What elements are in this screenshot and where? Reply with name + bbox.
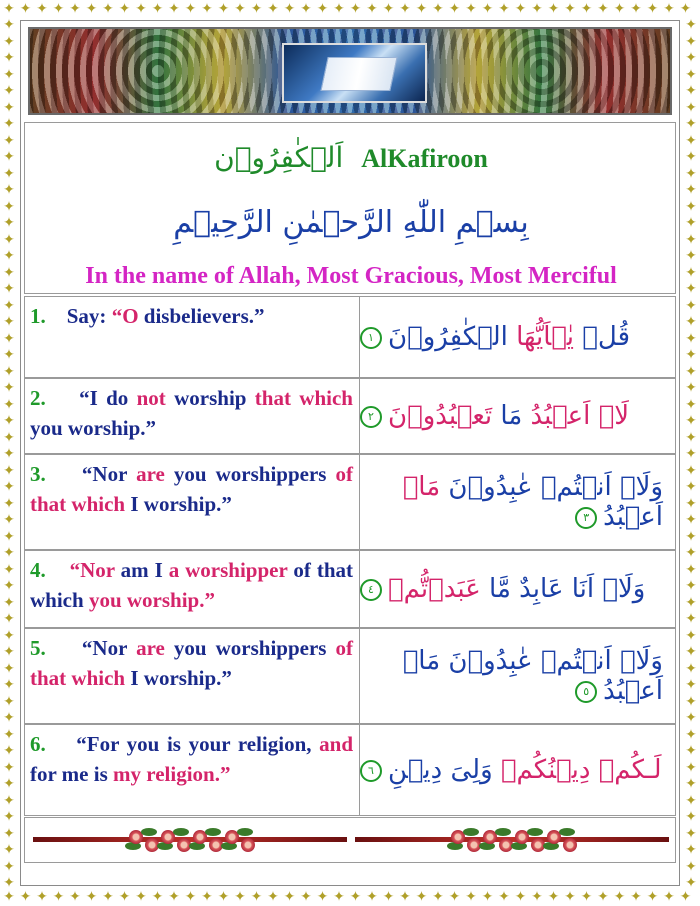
star-ornament: ✦: [448, 1, 461, 17]
star-ornament: ✦: [3, 875, 15, 891]
arabic-text: [360, 755, 662, 785]
star-ornament: ✦: [531, 889, 543, 905]
star-ornament: ✦: [685, 116, 697, 132]
star-ornament: ✦: [3, 889, 15, 905]
star-ornament: ✦: [3, 413, 15, 429]
star-ornament: ✦: [685, 182, 697, 198]
verse-translation: [25, 379, 359, 453]
star-ornament: ✦: [415, 889, 428, 905]
star-ornament: ✦: [3, 116, 15, 132]
star-ornament: ✦: [564, 1, 576, 17]
star-ornament: ✦: [679, 1, 692, 17]
book-page: [320, 57, 397, 91]
star-ornament: ✦: [168, 889, 180, 905]
star-ornament: ✦: [19, 889, 32, 905]
star-ornament: ✦: [685, 33, 697, 50]
verse-number: 1.: [30, 304, 46, 328]
star-ornament: ✦: [118, 889, 131, 905]
star-ornament: ✦: [663, 889, 675, 905]
translation-text: that which: [254, 386, 353, 410]
star-ornament: ✦: [3, 182, 15, 198]
star-ornament: ✦: [663, 1, 675, 17]
star-ornament: ✦: [316, 889, 329, 905]
star-ornament: ✦: [498, 889, 510, 905]
star-ornament: ✦: [685, 264, 697, 281]
arabic-word: وَلَاۤ اَنَا عَابِدٌ مَّا: [480, 574, 646, 604]
translation-text: “Nor: [81, 636, 137, 660]
translation-text: are: [136, 462, 165, 486]
star-ornament: ✦: [52, 1, 65, 17]
star-ornament: ✦: [514, 889, 527, 905]
star-ornament: ✦: [135, 889, 147, 905]
star-ornament: ✦: [685, 462, 697, 479]
leaf-icon: [559, 828, 575, 836]
star-ornament: ✦: [685, 198, 697, 215]
verse-arabic: [359, 629, 677, 723]
star-ornament: ✦: [580, 1, 593, 17]
star-ornament: ✦: [3, 347, 15, 363]
star-ornament: ✦: [685, 693, 697, 710]
star-ornament: ✦: [118, 1, 131, 17]
star-ornament: ✦: [547, 889, 560, 905]
star-ornament: ✦: [685, 248, 697, 264]
star-ornament: ✦: [3, 693, 15, 710]
star-ornament: ✦: [465, 889, 477, 905]
star-ornament: ✦: [3, 330, 15, 347]
arabic-text: [360, 401, 629, 431]
star-ornament: ✦: [85, 1, 98, 17]
translation-text: my religion.”: [113, 762, 231, 786]
star-ornament: ✦: [283, 1, 296, 17]
ayah-number-marker: ٥: [575, 681, 597, 703]
verse-arabic: [359, 551, 677, 627]
translation-text: Say:: [66, 304, 112, 328]
ayah-number-marker: ٦: [360, 760, 382, 782]
star-ornament: ✦: [184, 1, 197, 17]
arabic-text: [360, 472, 663, 532]
star-ornament: ✦: [630, 889, 642, 905]
star-ornament: ✦: [3, 165, 15, 182]
star-ornament: ✦: [685, 825, 697, 842]
translation-text: “I do: [79, 386, 137, 410]
star-ornament: ✦: [333, 1, 345, 17]
star-ornament: ✦: [685, 495, 697, 512]
arabic-word: الۡكٰفِرُوۡنَ: [388, 322, 508, 352]
arabic-text: [360, 574, 645, 604]
star-ornament: ✦: [685, 512, 697, 528]
translation-text: you worship.”: [88, 588, 215, 612]
star-ornament: ✦: [3, 512, 15, 528]
verse-row: [24, 454, 676, 550]
arabic-word: لَاۤ اَعۡبُدُ: [522, 401, 630, 431]
star-ornament: ✦: [3, 33, 15, 50]
star-ornament: ✦: [399, 1, 411, 17]
ayah-number-marker: ١: [360, 327, 382, 349]
star-ornament: ✦: [3, 297, 15, 314]
star-ornament: ✦: [52, 889, 65, 905]
star-ornament: ✦: [685, 545, 697, 561]
star-ornament: ✦: [3, 825, 15, 842]
star-ornament: ✦: [685, 875, 697, 891]
star-ornament: ✦: [3, 809, 15, 825]
star-ornament: ✦: [685, 578, 697, 594]
star-ornament: ✦: [685, 660, 697, 677]
star-ornament: ✦: [102, 889, 114, 905]
star-ornament: ✦: [36, 889, 48, 905]
floral-garland-left: [33, 826, 347, 854]
star-ornament: ✦: [3, 17, 15, 33]
star-ornament: ✦: [3, 380, 15, 396]
star-ornament: ✦: [3, 1, 15, 17]
verse-row: [24, 296, 676, 378]
star-ornament: ✦: [679, 889, 692, 905]
star-ornament: ✦: [547, 1, 560, 17]
star-ornament: ✦: [217, 889, 230, 905]
star-ornament: ✦: [580, 889, 593, 905]
open-quran-image: [282, 43, 427, 103]
translation-text: you worshippers: [164, 462, 336, 486]
verse-number: 4.: [30, 558, 46, 582]
star-ornament: ✦: [3, 660, 15, 677]
star-ornament: ✦: [267, 1, 279, 17]
star-ornament: ✦: [432, 1, 444, 17]
leaf-icon: [205, 828, 221, 836]
star-ornament: ✦: [531, 1, 543, 17]
star-ornament: ✦: [3, 446, 15, 462]
star-ornament: ✦: [3, 50, 15, 66]
star-ornament: ✦: [3, 149, 15, 165]
star-ornament: ✦: [3, 99, 15, 116]
star-ornament: ✦: [184, 889, 197, 905]
leaf-icon: [237, 828, 253, 836]
star-ornament: ✦: [3, 83, 15, 99]
star-ornament: ✦: [3, 545, 15, 561]
footer-decoration: [24, 817, 676, 863]
star-ornament: ✦: [685, 429, 697, 446]
surah-title-arabic: اَلۡكٰفِرُوۡن: [214, 141, 344, 174]
star-ornament: ✦: [448, 889, 461, 905]
star-ornament: ✦: [250, 1, 263, 17]
star-ornament: ✦: [685, 17, 697, 33]
star-ornament: ✦: [685, 396, 697, 413]
verse-row: [24, 378, 676, 454]
arabic-word: عَبَدۡتُّمۡ: [388, 574, 481, 604]
star-ornament: ✦: [685, 99, 697, 116]
star-ornament: ✦: [250, 889, 263, 905]
star-ornament: ✦: [630, 1, 642, 17]
star-ornament: ✦: [217, 1, 230, 17]
rose-icon: [241, 838, 255, 852]
star-ornament: ✦: [3, 479, 15, 495]
star-ornament: ✦: [481, 1, 494, 17]
star-ornament: ✦: [432, 889, 444, 905]
star-ornament: ✦: [85, 889, 98, 905]
surah-title: [25, 141, 677, 174]
verse-translation: [25, 725, 359, 815]
star-ornament: ✦: [685, 281, 697, 297]
star-ornament: ✦: [564, 889, 576, 905]
star-ornament: ✦: [3, 644, 15, 660]
star-ornament: ✦: [685, 347, 697, 363]
leaf-icon: [141, 828, 157, 836]
star-ornament: ✦: [366, 1, 378, 17]
star-ornament: ✦: [685, 809, 697, 825]
arabic-text: [360, 646, 663, 706]
star-ornament: ✦: [300, 889, 312, 905]
star-ornament: ✦: [685, 710, 697, 726]
translation-text: and: [319, 732, 353, 756]
star-ornament: ✦: [3, 198, 15, 215]
star-ornament: ✦: [498, 1, 510, 17]
star-ornament: ✦: [685, 726, 697, 743]
star-ornament: ✦: [685, 314, 697, 330]
star-ornament: ✦: [613, 1, 626, 17]
verse-number: 2.: [30, 386, 46, 410]
verse-translation: [25, 551, 359, 627]
translation-text: worship: [165, 386, 255, 410]
star-ornament: ✦: [685, 413, 697, 429]
star-ornament: ✦: [685, 446, 697, 462]
star-ornament: ✦: [69, 1, 81, 17]
arabic-word: اَعۡبُدُ: [603, 502, 663, 532]
translation-text: I worship.”: [125, 666, 232, 690]
star-ornament: ✦: [685, 380, 697, 396]
verse-translation: [25, 629, 359, 723]
star-ornament: ✦: [3, 528, 15, 545]
star-ornament: ✦: [3, 726, 15, 743]
star-ornament: ✦: [685, 479, 697, 495]
star-ornament: ✦: [3, 743, 15, 759]
star-ornament: ✦: [3, 231, 15, 248]
star-ornament: ✦: [151, 1, 164, 17]
verse-translation: [25, 297, 359, 377]
star-ornament: ✦: [613, 889, 626, 905]
star-ornament: ✦: [3, 281, 15, 297]
translation-text: of that which: [30, 558, 353, 612]
translation-text: “For you is your religion,: [76, 732, 320, 756]
star-ornament: ✦: [597, 889, 609, 905]
star-ornament: ✦: [3, 248, 15, 264]
star-ornament: ✦: [685, 297, 697, 314]
star-ornament: ✦: [3, 710, 15, 726]
star-ornament: ✦: [234, 889, 246, 905]
translation-text: “O: [111, 304, 139, 328]
star-ornament: ✦: [3, 578, 15, 594]
star-ornament: ✦: [685, 363, 697, 380]
title-section: [24, 122, 676, 294]
star-ornament: ✦: [3, 429, 15, 446]
star-ornament: ✦: [415, 1, 428, 17]
rose-icon: [563, 838, 577, 852]
star-ornament: ✦: [201, 1, 213, 17]
star-ornament: ✦: [685, 149, 697, 165]
star-ornament: ✦: [685, 644, 697, 660]
verse-arabic: [359, 297, 677, 377]
arabic-word: وَلَاۤ اَنۡتُمۡ عٰبِدُوۡنَ مَاۤ اَعۡبُدُ: [402, 646, 663, 706]
arabic-word: قُلۡ: [574, 322, 631, 352]
ayah-number-marker: ٣: [575, 507, 597, 529]
verse-arabic: [359, 379, 677, 453]
star-ornament: ✦: [349, 889, 362, 905]
star-ornament: ✦: [267, 889, 279, 905]
verse-number: 3.: [30, 462, 46, 486]
star-ornament: ✦: [19, 1, 32, 17]
star-ornament: ✦: [3, 792, 15, 809]
star-ornament: ✦: [3, 842, 15, 858]
star-ornament: ✦: [3, 627, 15, 644]
leaf-icon: [173, 828, 189, 836]
star-ornament: ✦: [685, 83, 697, 99]
star-ornament: ✦: [685, 776, 697, 792]
arabic-text: [360, 322, 630, 352]
star-ornament: ✦: [3, 858, 15, 875]
star-ornament: ✦: [685, 792, 697, 809]
star-ornament: ✦: [685, 231, 697, 248]
verse-number: 6.: [30, 732, 46, 756]
translation-text: not: [136, 386, 166, 410]
translation-text: “Nor: [81, 462, 137, 486]
star-ornament: ✦: [646, 889, 659, 905]
star-ornament: ✦: [3, 611, 15, 627]
star-ornament: ✦: [69, 889, 81, 905]
star-ornament: ✦: [685, 842, 697, 858]
star-ornament: ✦: [685, 132, 697, 149]
star-ornament: ✦: [382, 1, 395, 17]
star-ornament: ✦: [3, 495, 15, 512]
star-ornament: ✦: [685, 594, 697, 611]
star-ornament: ✦: [3, 561, 15, 578]
translation-text: for me is: [30, 762, 114, 786]
floral-garland-right: [355, 826, 669, 854]
translation-text: a worshipper: [168, 558, 288, 582]
star-ornament: ✦: [316, 1, 329, 17]
star-ornament: ✦: [685, 330, 697, 347]
star-ornament: ✦: [3, 66, 15, 83]
star-ornament: ✦: [3, 363, 15, 380]
star-ornament: ✦: [3, 594, 15, 611]
star-ornament: ✦: [300, 1, 312, 17]
verse-row: [24, 724, 676, 816]
translation-text: disbelievers.”: [138, 304, 265, 328]
star-ornament: ✦: [3, 264, 15, 281]
star-ornament: ✦: [168, 1, 180, 17]
arabic-word: يٰۤاَيُّهَا: [507, 322, 575, 352]
star-ornament: ✦: [135, 1, 147, 17]
star-ornament: ✦: [3, 314, 15, 330]
star-ornament: ✦: [201, 889, 213, 905]
leaf-icon: [527, 828, 543, 836]
star-ornament: ✦: [366, 889, 378, 905]
star-ornament: ✦: [151, 889, 164, 905]
header-banner-image: [28, 27, 672, 115]
star-ornament: ✦: [382, 889, 395, 905]
translation-text: you worship.”: [30, 416, 157, 440]
star-ornament: ✦: [685, 50, 697, 66]
star-ornament: ✦: [234, 1, 246, 17]
star-ornament: ✦: [597, 1, 609, 17]
verse-number: 5.: [30, 636, 46, 660]
star-ornament: ✦: [646, 1, 659, 17]
bismillah-translation: In the name of Allah, Most Gracious, Most Merciful: [85, 263, 617, 289]
leaf-icon: [463, 828, 479, 836]
star-ornament: ✦: [685, 528, 697, 545]
star-ornament: ✦: [3, 215, 15, 231]
star-ornament: ✦: [685, 165, 697, 182]
star-ornament: ✦: [465, 1, 477, 17]
star-ornament: ✦: [399, 889, 411, 905]
arabic-word: مَا: [492, 401, 523, 431]
star-ornament: ✦: [3, 132, 15, 149]
star-ornament: ✦: [685, 743, 697, 759]
verse-arabic: [359, 455, 677, 549]
star-ornament: ✦: [333, 889, 345, 905]
star-ornament: ✦: [685, 561, 697, 578]
star-ornament: ✦: [685, 627, 697, 644]
surah-title-english: AlKafiroon: [361, 144, 488, 173]
leaf-icon: [495, 828, 511, 836]
arabic-word: مَاۤ: [402, 472, 441, 502]
arabic-word: تَعۡبُدُوۡنَ: [388, 401, 493, 431]
star-ornament: ✦: [3, 759, 15, 776]
arabic-word: وَلَاۤ اَنۡتُمۡ عٰبِدُوۡنَ: [440, 472, 663, 502]
translation-text: of that which: [30, 462, 353, 516]
star-ornament: ✦: [685, 66, 697, 83]
translation-text: of that which: [30, 636, 353, 690]
verse-row: [24, 628, 676, 724]
translation-text: are: [136, 636, 165, 660]
translation-text: you worshippers: [164, 636, 336, 660]
star-ornament: ✦: [481, 889, 494, 905]
translation-text: I worship.”: [125, 492, 232, 516]
star-ornament: ✦: [36, 1, 48, 17]
star-ornament: ✦: [3, 677, 15, 693]
verse-translation: [25, 455, 359, 549]
star-ornament: ✦: [685, 611, 697, 627]
verse-row: [24, 550, 676, 628]
ayah-number-marker: ٤: [360, 579, 382, 601]
ayah-number-marker: ٢: [360, 406, 382, 428]
star-ornament: ✦: [685, 215, 697, 231]
arabic-word: لَـكُمۡ دِيۡنُكُمۡ: [492, 755, 662, 785]
star-ornament: ✦: [3, 396, 15, 413]
bismillah: بِسۡمِ اللّٰهِ الرَّحۡمٰنِ الرَّحِيۡمِ: [173, 205, 529, 240]
star-ornament: ✦: [102, 1, 114, 17]
star-ornament: ✦: [685, 677, 697, 693]
star-ornament: ✦: [685, 858, 697, 875]
star-ornament: ✦: [283, 889, 296, 905]
star-ornament: ✦: [3, 462, 15, 479]
star-ornament: ✦: [685, 759, 697, 776]
translation-text: “Nor: [69, 558, 115, 582]
verse-arabic: [359, 725, 677, 815]
arabic-word: وَلِىَ دِيۡنِ: [388, 755, 493, 785]
star-ornament: ✦: [3, 776, 15, 792]
star-ornament: ✦: [349, 1, 362, 17]
star-ornament: ✦: [514, 1, 527, 17]
translation-text: am I: [114, 558, 169, 582]
